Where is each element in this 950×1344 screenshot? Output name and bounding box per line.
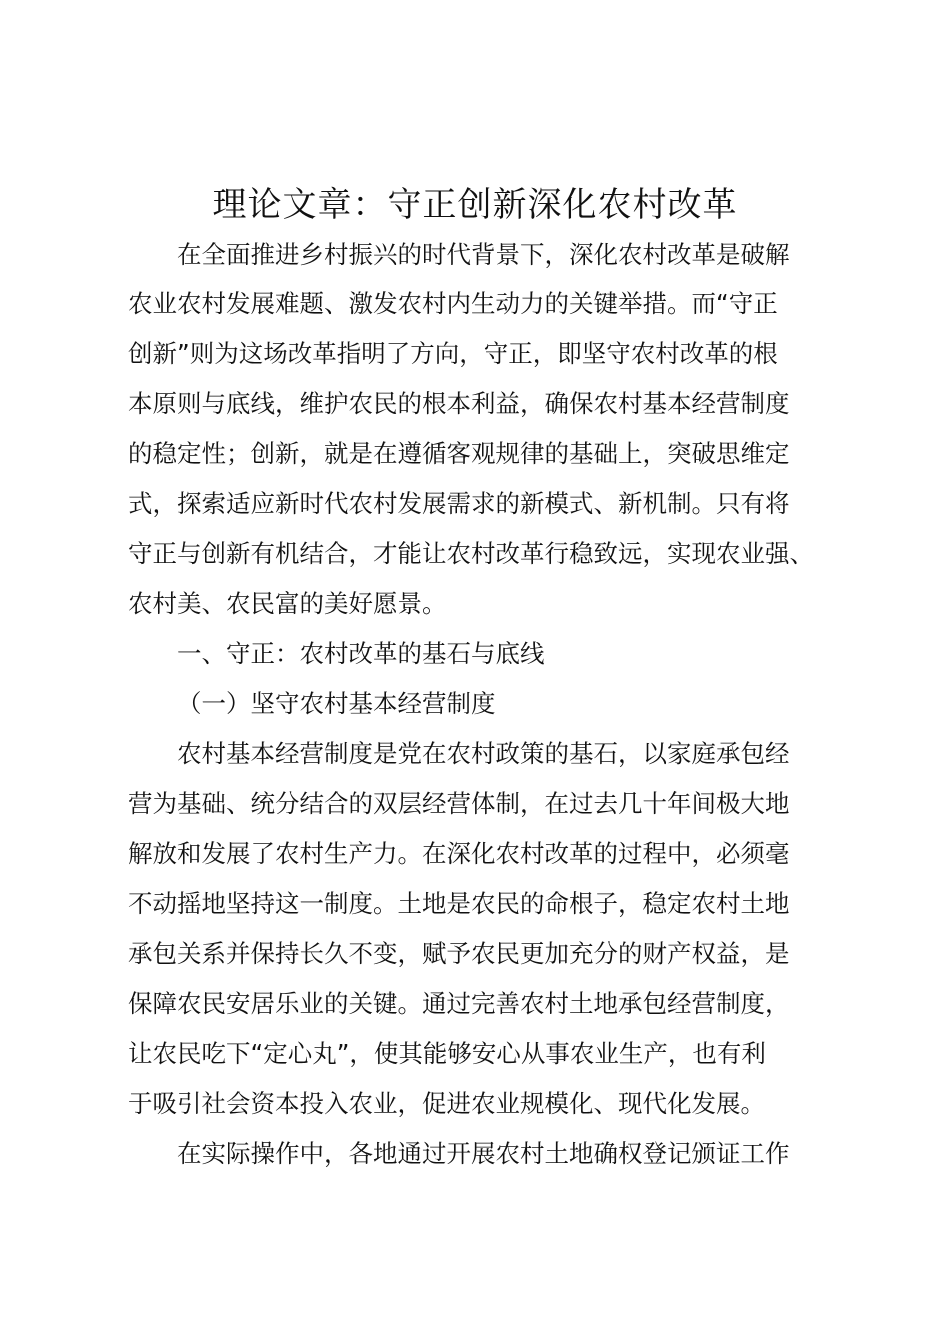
paragraph-line: 创新”则为这场改革指明了方向，守正，即坚守农村改革的根 [128,339,778,368]
paragraph-line: 农村基本经营制度是党在农村政策的基石，以家庭承包经 [177,739,790,768]
paragraph-line: 式，探索适应新时代农村发展需求的新模式、新机制。只有将 [128,489,790,518]
section-heading: 一、守正：农村改革的基石与底线 [177,639,545,668]
paragraph-line: 农业农村发展难题、激发农村内生动力的关键举措。而“守正 [128,289,778,318]
paragraph-line: 让农民吃下“定心丸”，使其能够安心从事农业生产，也有利 [128,1039,766,1068]
paragraph-line: 营为基础、统分结合的双层经营体制，在过去几十年间极大地 [128,789,790,818]
paragraph-line: 在实际操作中，各地通过开展农村土地确权登记颁证工作 [177,1139,790,1168]
paragraph-line: 解放和发展了农村生产力。在深化农村改革的过程中，必须毫 [128,839,790,868]
paragraph-line: 本原则与底线，维护农民的根本利益，确保农村基本经营制度 [128,389,790,418]
paragraph-line: 守正与创新有机结合，才能让农村改革行稳致远，实现农业强、 [128,539,814,568]
subsection-heading: （一）坚守农村基本经营制度 [177,689,496,718]
paragraph-line: 农村美、农民富的美好愿景。 [128,589,447,618]
paragraph-line: 保障农民安居乐业的关键。通过完善农村土地承包经营制度， [128,989,790,1018]
document-title: 理论文章：守正创新深化农村改革 [212,185,738,225]
paragraph-line: 的稳定性；创新，就是在遵循客观规律的基础上，突破思维定 [128,439,790,468]
paragraph-line: 承包关系并保持长久不变，赋予农民更加充分的财产权益，是 [128,939,790,968]
paragraph-line: 在全面推进乡村振兴的时代背景下，深化农村改革是破解 [177,240,790,269]
paragraph-line: 不动摇地坚持这一制度。土地是农民的命根子，稳定农村土地 [128,889,790,918]
paragraph-line: 于吸引社会资本投入农业，促进农业规模化、现代化发展。 [128,1089,765,1118]
